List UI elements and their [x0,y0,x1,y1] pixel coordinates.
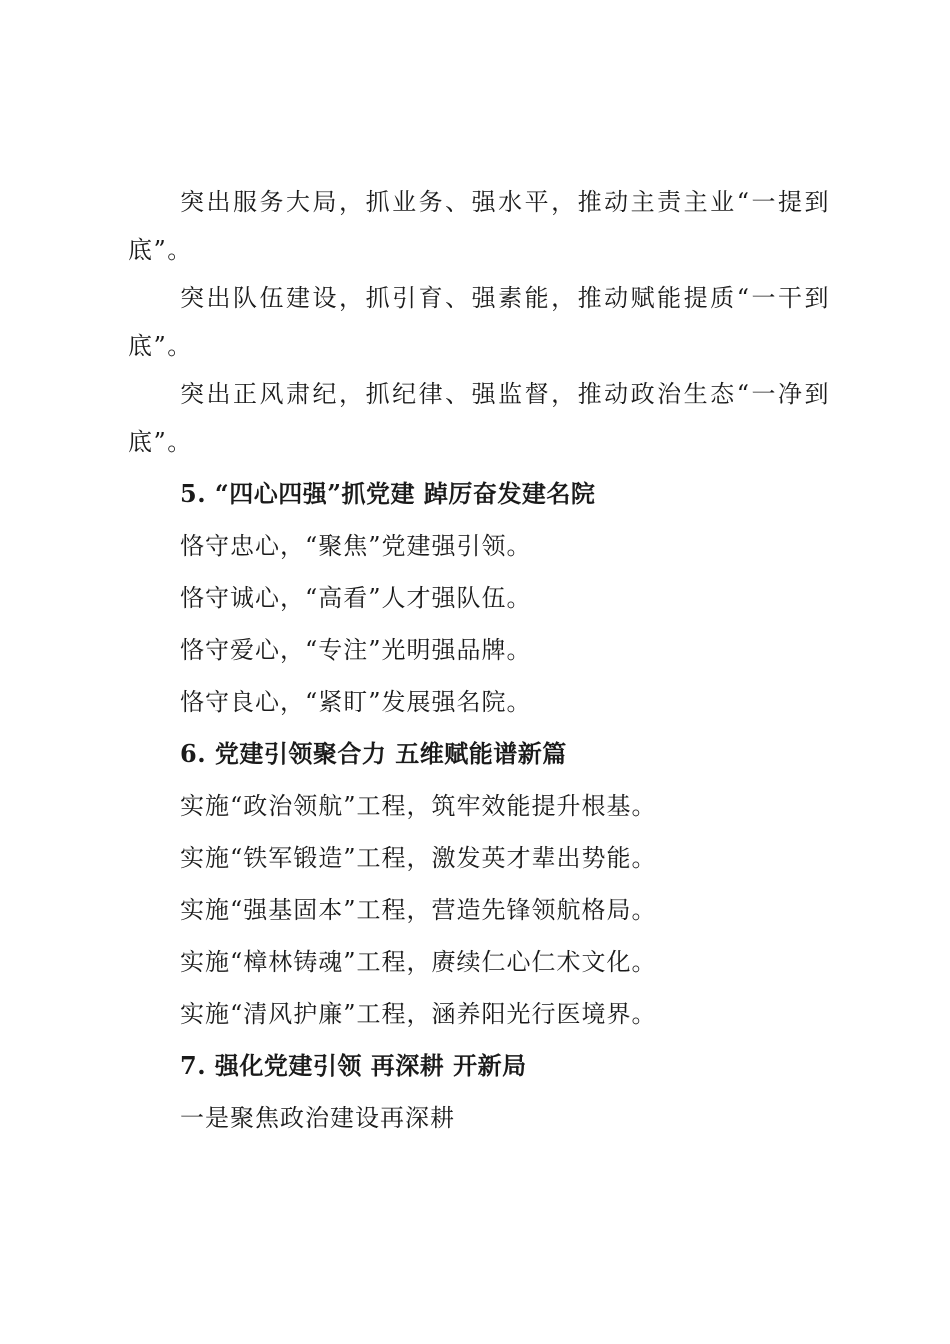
paragraph: 突出队伍建设，抓引育、强素能，推动赋能提质“一干到底”。 [128,284,830,360]
list-item: 一是聚焦政治建设再深耕 [180,1104,455,1132]
list-item: 实施“强基固本”工程，营造先锋领航格局。 [180,896,657,924]
list-item: 实施“铁军锻造”工程，激发英才辈出势能。 [180,844,657,872]
section-heading: 5. “四心四强”抓党建 踔厉奋发建名院 [180,479,596,508]
section-heading: 7. 强化党建引领 再深耕 开新局 [180,1051,527,1080]
list-item: 实施“清风护廉”工程，涵养阳光行医境界。 [180,1000,657,1028]
section-heading: 6. 党建引领聚合力 五维赋能谱新篇 [180,739,567,768]
document-body [128,178,830,1144]
list-item: 恪守诚心，“高看”人才强队伍。 [180,584,532,612]
list-item: 实施“政治领航”工程，筑牢效能提升根基。 [180,792,657,820]
list-item: 恪守忠心，“聚焦”党建强引领。 [180,532,532,560]
list-item: 恪守良心，“紧盯”发展强名院。 [180,688,532,716]
list-item: 恪守爱心，“专注”光明强品牌。 [180,636,532,664]
paragraph: 突出服务大局，抓业务、强水平，推动主责主业“一提到底”。 [128,188,830,264]
paragraph: 突出正风肃纪，抓纪律、强监督，推动政治生态“一净到底”。 [128,380,830,456]
list-item: 实施“樟林铸魂”工程，赓续仁心仁术文化。 [180,948,657,976]
